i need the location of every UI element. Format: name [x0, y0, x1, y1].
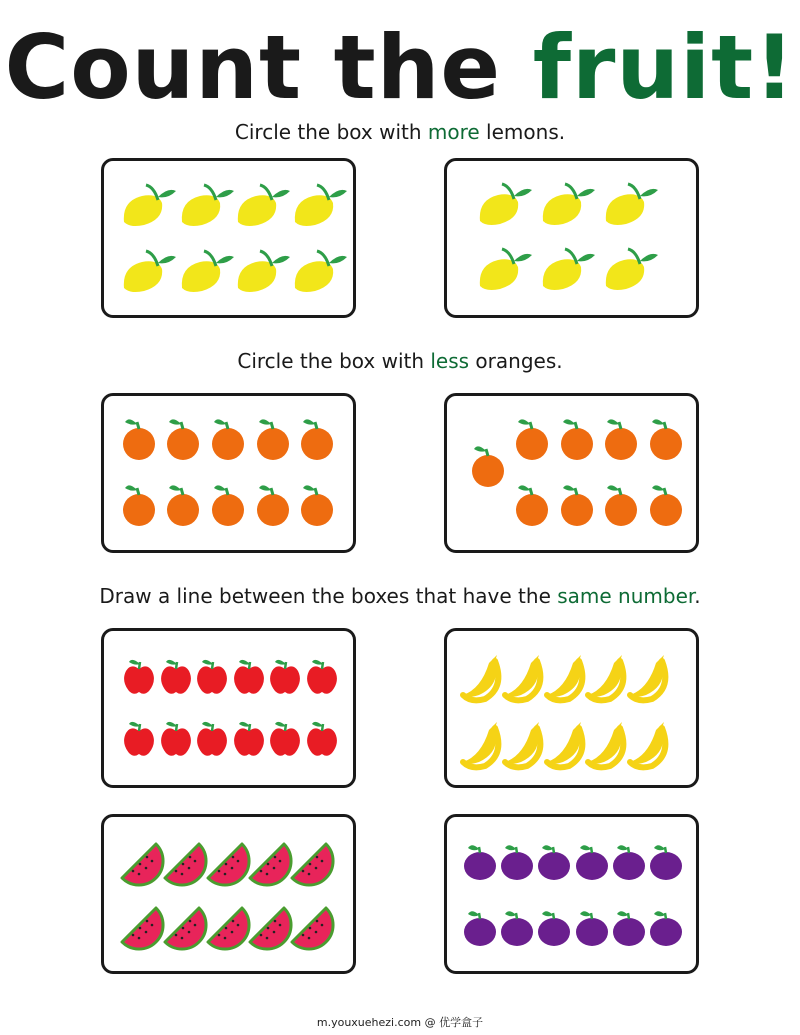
lemon-icon: [182, 251, 234, 292]
title-main: Count the: [4, 16, 533, 119]
orange-icon: [301, 419, 333, 460]
orange-icon: [123, 485, 155, 526]
orange-icon: [167, 485, 199, 526]
apple-icon: [307, 660, 337, 694]
plum-icon: [576, 845, 608, 880]
prompt-oranges: [0, 347, 800, 375]
orange-icon: [472, 446, 504, 487]
banana-icon: [588, 722, 623, 767]
apple-icon: [124, 722, 154, 756]
orange-icon: [561, 419, 593, 460]
banana-icon: [630, 655, 665, 700]
watermelon-icon: [122, 908, 163, 949]
watermelon-icon: [250, 908, 291, 949]
orange-box-left[interactable]: [101, 393, 356, 553]
orange-icon: [257, 419, 289, 460]
lemon-icon: [238, 185, 290, 226]
banana-box[interactable]: [444, 628, 699, 788]
apple-icon: [234, 660, 264, 694]
orange-icon: [605, 485, 637, 526]
prompt-accent: same number: [557, 584, 695, 608]
apple-icon: [270, 660, 300, 694]
plum-icon: [613, 845, 645, 880]
watermelon-icon: [122, 844, 163, 885]
orange-group: [104, 396, 353, 550]
orange-icon: [301, 485, 333, 526]
watermelon-icon: [208, 844, 249, 885]
lemon-icon: [124, 185, 176, 226]
watermelon-icon: [208, 908, 249, 949]
lemon-icon: [480, 184, 532, 225]
lemon-icon: [238, 251, 290, 292]
watermelon-icon: [165, 844, 206, 885]
orange-icon: [123, 419, 155, 460]
orange-icon: [212, 485, 244, 526]
apple-box[interactable]: [101, 628, 356, 788]
plum-icon: [501, 911, 533, 946]
lemon-icon: [124, 251, 176, 292]
prompt-text: Circle the box with: [234, 120, 428, 144]
orange-group: [447, 396, 696, 550]
lemon-icon: [295, 251, 347, 292]
page-title: [0, 18, 800, 118]
apple-icon: [234, 722, 264, 756]
banana-icon: [547, 722, 582, 767]
orange-icon: [212, 419, 244, 460]
watermelon-icon: [292, 908, 333, 949]
orange-box-right[interactable]: [444, 393, 699, 553]
plum-icon: [650, 911, 682, 946]
plum-icon: [464, 845, 496, 880]
lemon-icon: [543, 249, 595, 290]
prompt-matching: [0, 582, 800, 610]
prompt-accent: less: [430, 349, 470, 373]
lemon-icon: [295, 185, 347, 226]
lemon-box-right[interactable]: [444, 158, 699, 318]
watermelon-group: [104, 817, 353, 971]
orange-icon: [257, 485, 289, 526]
plum-icon: [613, 911, 645, 946]
banana-icon: [463, 722, 498, 767]
plum-icon: [538, 845, 570, 880]
orange-icon: [167, 419, 199, 460]
orange-icon: [650, 485, 682, 526]
orange-icon: [605, 419, 637, 460]
lemon-icon: [182, 185, 234, 226]
orange-icon: [516, 419, 548, 460]
footer-credit: m.youxuehezi.com @ 优学盒子: [316, 1016, 484, 1029]
banana-icon: [505, 722, 540, 767]
prompt-text: Circle the box with: [237, 349, 431, 373]
lemon-icon: [606, 184, 658, 225]
plum-icon: [464, 911, 496, 946]
apple-icon: [270, 722, 300, 756]
plum-icon: [576, 911, 608, 946]
prompt-text: Draw a line between the boxes that have the: [99, 584, 558, 608]
banana-icon: [547, 655, 582, 700]
watermelon-icon: [165, 908, 206, 949]
banana-icon: [463, 655, 498, 700]
plum-box[interactable]: [444, 814, 699, 974]
lemon-icon: [606, 249, 658, 290]
lemon-icon: [480, 249, 532, 290]
title-accent: fruit!: [532, 16, 796, 119]
apple-icon: [124, 660, 154, 694]
apple-icon: [161, 660, 191, 694]
lemon-icon: [543, 184, 595, 225]
orange-icon: [650, 419, 682, 460]
prompt-text: oranges.: [469, 349, 563, 373]
prompt-text: lemons.: [479, 120, 566, 144]
prompt-text: .: [694, 584, 701, 608]
banana-icon: [630, 722, 665, 767]
plum-icon: [501, 845, 533, 880]
prompt-lemons: [0, 118, 800, 146]
watermelon-box[interactable]: [101, 814, 356, 974]
lemon-group: [447, 161, 696, 315]
apple-group: [104, 631, 353, 785]
lemon-box-left[interactable]: [101, 158, 356, 318]
lemon-group: [104, 161, 353, 315]
apple-icon: [161, 722, 191, 756]
watermelon-icon: [292, 844, 333, 885]
plum-icon: [538, 911, 570, 946]
apple-icon: [197, 722, 227, 756]
orange-icon: [561, 485, 593, 526]
banana-icon: [588, 655, 623, 700]
watermelon-icon: [250, 844, 291, 885]
banana-icon: [505, 655, 540, 700]
plum-group: [447, 817, 696, 971]
plum-icon: [650, 845, 682, 880]
apple-icon: [197, 660, 227, 694]
apple-icon: [307, 722, 337, 756]
prompt-accent: more: [427, 120, 480, 144]
orange-icon: [516, 485, 548, 526]
banana-group: [447, 631, 696, 785]
